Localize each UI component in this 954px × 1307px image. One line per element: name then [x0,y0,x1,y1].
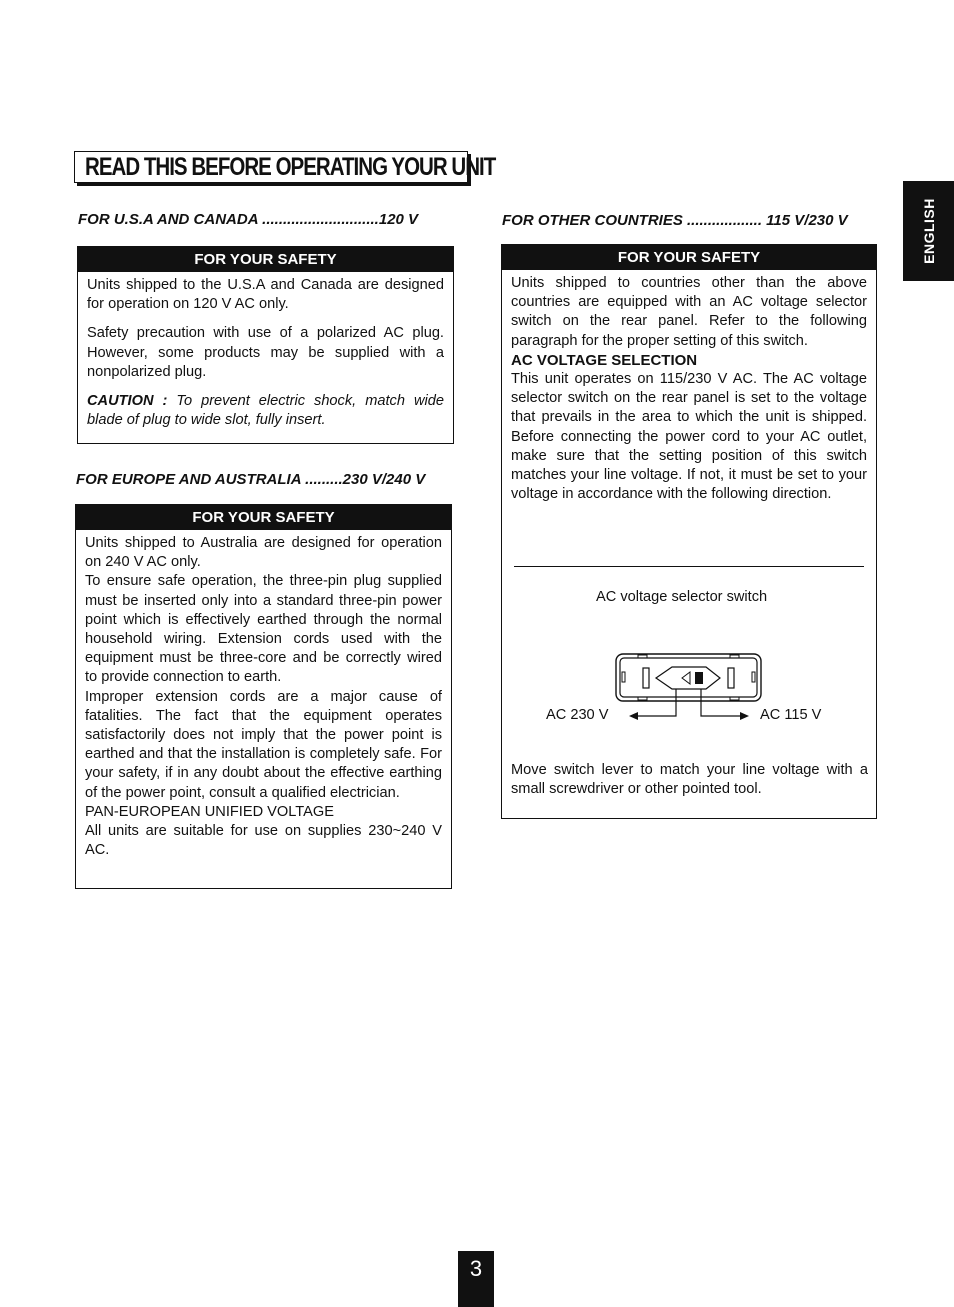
europe-paragraph-5: All units are suitable for use on supplies 230~240 V AC. [85,823,442,859]
page-title: READ THIS BEFORE OPERATING YOUR UNIT [85,153,496,181]
other-safety-box [501,244,877,819]
caution-label: CAUTION : [87,393,168,410]
switch-instruction: Move switch lever to match your line voltage with a small screwdriver or other pointed tool. [511,762,868,798]
other-heading: FOR OTHER COUNTRIES .................. 115 V/230 V [502,212,848,229]
page-number: 3 [458,1251,494,1307]
language-tab-label: ENGLISH [920,198,937,264]
other-paragraph-1: Units shipped to countries other than the above countries are equipped with an AC voltage selector switch on the rear panel. Refer to the following paragraph for the proper setting of this switch. [511,275,867,349]
usa-paragraph-2: Safety precaution with use of a polarized AC plug. However, some products may be supplied with a nonpolarized plug. [87,325,444,380]
usa-caution [87,392,444,430]
label-ac-230v: AC 230 V [546,707,609,723]
usa-safety-box [77,246,454,444]
label-ac-115v: AC 115 V [760,707,822,723]
page-title-box [74,151,496,183]
europe-paragraph-1: Units shipped to Australia are designed for operation on 240 V AC only. [85,535,442,571]
ac-voltage-selection-heading: AC VOLTAGE SELECTION [511,351,698,369]
usa-paragraph-1: Units shipped to the U.S.A and Canada are designed for operation on 120 V AC only. [87,277,444,313]
europe-paragraph-2: To ensure safe operation, the three-pin plug supplied must be inserted only into a standard three-pin power point which is effectively earthed through the normal household wiring. Extension cords used with the equipment must be three-core and be correctly wired to provide connection to earth. [85,573,442,686]
europe-box-title: FOR YOUR SAFETY [76,505,451,530]
diagram-caption: AC voltage selector switch [596,589,768,605]
other-box-title: FOR YOUR SAFETY [502,245,876,270]
section-divider [514,566,864,567]
europe-paragraph-3: Improper extension cords are a major cause of fatalities. The fact that the equipment operates satisfactorily does not imply that the power point is earthed and that the installation is completely safe. For your safety, if in any doubt about the effective earthing of the power point, consult a qualified electrician. [85,688,442,801]
europe-paragraph-4: PAN-EUROPEAN UNIFIED VOLTAGE [85,803,334,820]
other-paragraph-2: This unit operates on 115/230 V AC. The AC voltage selector switch on the rear panel is set to the voltage that prevails in the area to which the unit is shipped. Before connecting the power cord to your AC outlet, make sure that the setting position of this switch matches your line voltage. If not, it must be set to your voltage in accordance with the following direction. [511,371,867,503]
voltage-selector-switch-diagram [600,648,780,728]
europe-safety-box [75,504,452,889]
caution-text: To prevent electric shock, match wide blade of plug to wide slot, fully insert. [87,393,444,429]
europe-heading: FOR EUROPE AND AUSTRALIA .........230 V/240 V [76,471,426,488]
usa-box-title: FOR YOUR SAFETY [78,247,453,272]
usa-heading: FOR U.S.A AND CANADA ............................120 V [78,211,419,228]
language-tab [903,181,954,281]
